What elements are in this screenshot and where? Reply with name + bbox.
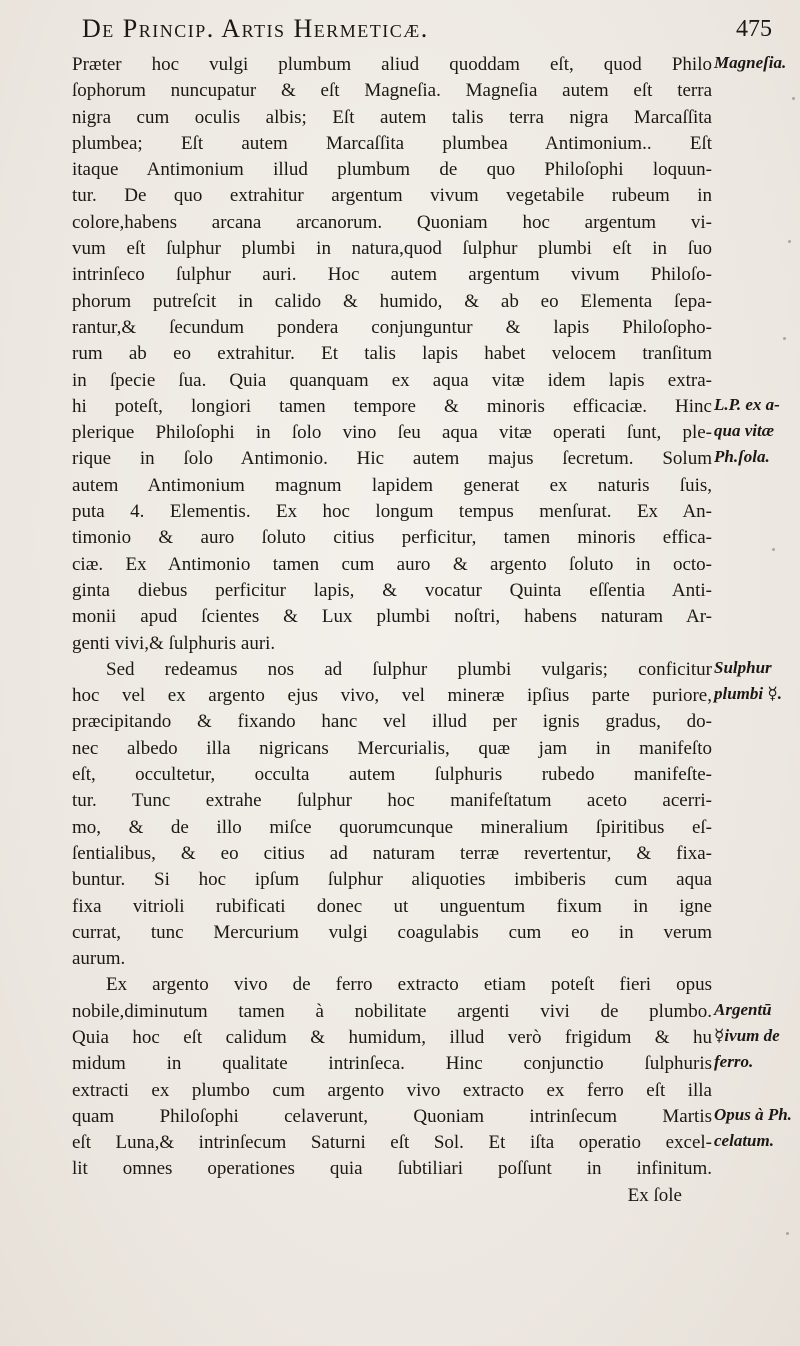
catchword: Ex ſole	[627, 1184, 682, 1206]
text-line: in ſpecie ſua. Quia quanquam ex aqua vitæ idem lapis extra-	[72, 369, 712, 391]
text-line: autem Antimonium magnum lapidem generat ex naturis ſuis,	[72, 474, 712, 496]
text-line: intrinſeco ſulphur auri. Hoc autem argentum vivum Philoſo-	[72, 264, 712, 286]
text-line: ſophorum nuncupatur & eſt Magneſia. Magneſia autem eſt terra	[72, 80, 712, 102]
text-line: Sed redeamus nos ad ſulphur plumbi vulgaris; conficitur	[106, 658, 712, 680]
text-line: ciæ. Ex Antimonio tamen cum auro & argento ſoluto in octo-	[72, 553, 712, 575]
paper-speck	[788, 240, 791, 243]
margin-note-plumbi: plumbi ☿.	[714, 684, 783, 703]
margin-note-sulphur: Sulphur	[714, 658, 772, 677]
paper-speck	[786, 1232, 789, 1235]
text-line: vum eſt ſulphur plumbi in natura,quod ſulphur plumbi eſt in ſuo	[72, 238, 712, 260]
margin-note-lp: L.P. ex a-	[714, 395, 780, 414]
text-line: ſentialibus, & eo citius ad naturam terræ revertentur, & fixa-	[72, 842, 712, 864]
text-line: currat, tunc Mercurium vulgi coagulabis cum eo in verum	[72, 921, 712, 943]
text-line: præcipitando & fixando hanc vel illud per ignis gradus, do-	[72, 711, 712, 733]
text-line: tur. Tunc extrahe ſulphur hoc manifeſtatum aceto acerri-	[72, 790, 712, 812]
text-line: eſt Luna,& intrinſecum Saturni eſt Sol. Et iſta operatio excel-	[72, 1132, 712, 1154]
paper-speck	[792, 97, 795, 100]
text-line: extracti ex plumbo cum argento vivo extracto ex ferro eſt illa	[72, 1079, 712, 1101]
text-line: itaque Antimonium illud plumbum de quo Philoſophi loquun-	[72, 159, 712, 181]
text-line: fixa vitrioli rubificati donec ut unguentum fixum in igne	[72, 895, 712, 917]
page-header	[82, 14, 772, 46]
margin-note-vivum: ☿ivum de	[714, 1026, 780, 1045]
paper-speck	[783, 337, 786, 340]
body-text	[72, 52, 712, 1209]
margin-note-magnesia: Magneſia.	[714, 53, 787, 72]
text-line: Præter hoc vulgi plumbum aliud quoddam eſt, quod Philo	[72, 54, 712, 75]
text-line: mo, & de illo miſce quorumcunque mineralium ſpiritibus eſ-	[72, 816, 712, 838]
margin-note-ferro: ferro.	[714, 1052, 754, 1071]
margin-note-argentum: Argentū	[714, 1000, 772, 1019]
text-line: nec albedo illa nigricans Mercurialis, quæ jam in manifeſto	[72, 737, 712, 759]
text-line: puta 4. Elementis. Ex hoc longum tempus menſurat. Ex An-	[72, 501, 712, 523]
text-line: lit omnes operationes quia ſubtiliari poſſunt in infinitum.	[72, 1158, 712, 1180]
text-line: plerique Philoſophi in ſolo vino ſeu aqua vitæ operati ſunt, ple-	[72, 422, 712, 444]
running-head: De Princip. Artis Hermeticæ.	[82, 14, 429, 43]
text-line: hi poteſt, longiori tamen tempore & minoris efficaciæ. Hinc	[72, 395, 712, 417]
text-line: midum in qualitate intrinſeca. Hinc conjunctio ſulphuris	[72, 1053, 712, 1075]
text-line: aurum.	[72, 948, 126, 970]
margin-note-opus: Opus à Ph.	[714, 1105, 792, 1124]
text-line: tur. De quo extrahitur argentum vivum vegetabile rubeum in	[72, 185, 712, 207]
paper-speck	[772, 548, 775, 551]
text-line: Ex argento vivo de ferro extracto etiam poteſt fieri opus	[106, 974, 712, 996]
text-line: nigra cum oculis albis; Eſt autem talis terra nigra Marcaſſita	[72, 106, 712, 128]
text-line: hoc vel ex argento ejus vivo, vel mineræ ipſius parte puriore,	[72, 685, 712, 707]
text-line: buntur. Si hoc ipſum ſulphur aliquoties imbiberis cum aqua	[72, 869, 712, 891]
text-line: rique in ſolo Antimonio. Hic autem majus ſecretum. Solum	[72, 448, 712, 470]
text-line: eſt, occultetur, occulta autem ſulphuris rubedo manifeſte-	[72, 764, 712, 786]
text-line: timonio & auro ſoluto citius perficitur, tamen minoris effica-	[72, 527, 712, 549]
text-line: quam Philoſophi celaverunt, Quoniam intrinſecum Martis	[72, 1105, 712, 1127]
text-line: phorum putreſcit in calido & humido, & ab eo Elementa ſepa-	[72, 290, 712, 312]
text-line: plumbea; Eſt autem Marcaſſita plumbea Antimonium.. Eſt	[72, 132, 712, 154]
text-line: rum ab eo extrahitur. Et talis lapis habet velocem tranſitum	[72, 343, 712, 365]
text-line: colore,habens arcana arcanorum. Quoniam hoc argentum vi-	[72, 211, 712, 233]
text-line: monii apud ſcientes & Lux plumbi noſtri, habens naturam Ar-	[72, 606, 712, 628]
text-line: genti vivi,& ſulphuris auri.	[72, 632, 276, 654]
margin-note-celatum: celatum.	[714, 1131, 774, 1150]
text-line: Quia hoc eſt calidum & humidum, illud verò frigidum & hu	[72, 1026, 712, 1048]
text-line: ginta diebus perficitur lapis, & vocatur Quinta eſſentia Anti-	[72, 579, 712, 601]
margin-note-lp-cont: qua vitæ	[714, 421, 774, 440]
text-line: rantur,& ſecundum pondera conjunguntur & lapis Philoſopho-	[72, 316, 712, 338]
page-number: 475	[736, 16, 772, 42]
text-line: nobile,diminutum tamen à nobilitate argenti vivi de plumbo.	[72, 1000, 712, 1022]
margin-note-ph-sola: Ph.ſola.	[714, 447, 770, 466]
